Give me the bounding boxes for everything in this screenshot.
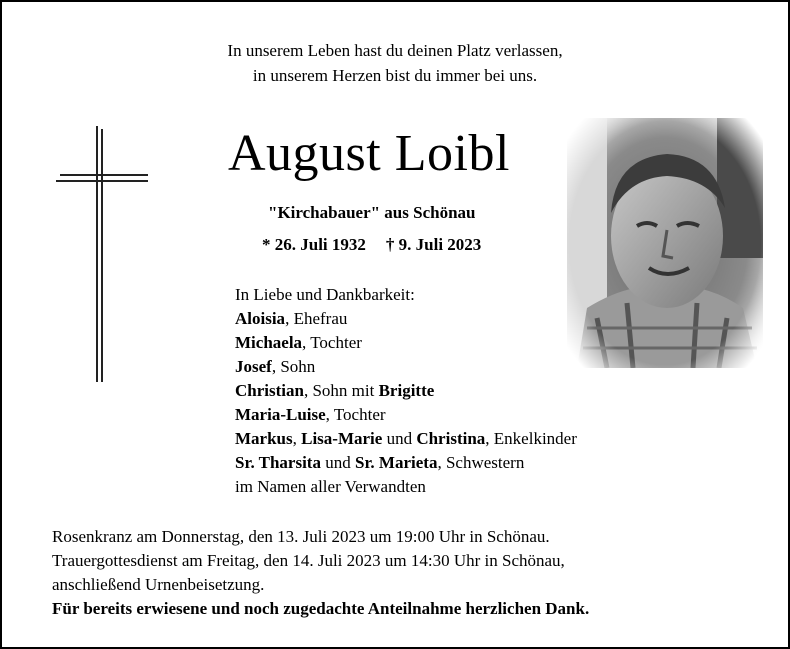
mourner-name: Josef bbox=[235, 357, 272, 376]
motto-line: in unserem Herzen bist du immer bei uns. bbox=[252, 66, 538, 85]
mourner-line bbox=[235, 427, 577, 451]
service-line: anschließend Urnenbeisetzung. bbox=[52, 575, 265, 594]
mourner-line bbox=[235, 331, 577, 355]
mourner-line bbox=[235, 283, 577, 307]
mourner-relation: , Schwestern bbox=[437, 453, 525, 472]
birth-date: * 26. Juli 1932 bbox=[262, 235, 366, 254]
mourner-name: Sr. Marieta bbox=[354, 453, 438, 472]
motto-line: In unserem Leben hast du deinen Platz verlassen, bbox=[227, 41, 563, 60]
mourner-relation: , Sohn bbox=[271, 357, 316, 376]
mourner-line bbox=[235, 307, 577, 331]
mourner-name: Michaela bbox=[235, 333, 303, 352]
mourner-name: Christina bbox=[416, 429, 486, 448]
cross-icon bbox=[56, 126, 156, 386]
motto bbox=[0, 38, 790, 88]
mourner-name: Sr. Tharsita bbox=[235, 453, 321, 472]
mourner-relation: , Ehefrau bbox=[285, 309, 348, 328]
death-date: † 9. Juli 2023 bbox=[385, 235, 482, 254]
mourner-relation: , Tochter bbox=[325, 405, 386, 424]
mourner-line bbox=[235, 355, 577, 379]
mourner-relation: , bbox=[292, 429, 302, 448]
mourner-line bbox=[235, 379, 577, 403]
mourner-relation: und bbox=[382, 429, 417, 448]
mourner-relation: In Liebe und Dankbarkeit: bbox=[235, 285, 415, 304]
service-info bbox=[52, 525, 589, 621]
mourner-relation: , Tochter bbox=[302, 333, 362, 352]
mourner-line bbox=[235, 403, 577, 427]
mourner-line bbox=[235, 451, 577, 475]
mourner-name: Brigitte bbox=[378, 381, 435, 400]
deceased-name: August Loibl bbox=[228, 125, 510, 182]
mourner-relation: und bbox=[320, 453, 355, 472]
service-line: Trauergottesdienst am Freitag, den 14. Juli 2023 um 14:30 Uhr in Schönau, bbox=[52, 551, 565, 570]
mourner-relation: , Enkelkinder bbox=[485, 429, 577, 448]
deceased-nickname: "Kirchabauer" aus Schönau bbox=[268, 203, 476, 222]
mourner-name: Lisa-Marie bbox=[301, 429, 383, 448]
mourner-line bbox=[235, 475, 577, 499]
portrait-photo bbox=[567, 118, 763, 368]
mourner-name: Christian bbox=[235, 381, 304, 400]
mourner-name: Aloisia bbox=[235, 309, 286, 328]
mourner-name: Maria-Luise bbox=[235, 405, 326, 424]
mourner-relation: , Sohn mit bbox=[303, 381, 379, 400]
thanks-line: Für bereits erwiesene und noch zugedachte Anteilnahme herzlichen Dank. bbox=[52, 599, 590, 618]
mourner-name: Markus bbox=[235, 429, 293, 448]
mourners-list bbox=[235, 283, 577, 499]
mourner-relation: im Namen aller Verwandten bbox=[235, 477, 426, 496]
life-dates bbox=[262, 235, 481, 255]
service-line: Rosenkranz am Donnerstag, den 13. Juli 2023 um 19:00 Uhr in Schönau. bbox=[52, 527, 550, 546]
